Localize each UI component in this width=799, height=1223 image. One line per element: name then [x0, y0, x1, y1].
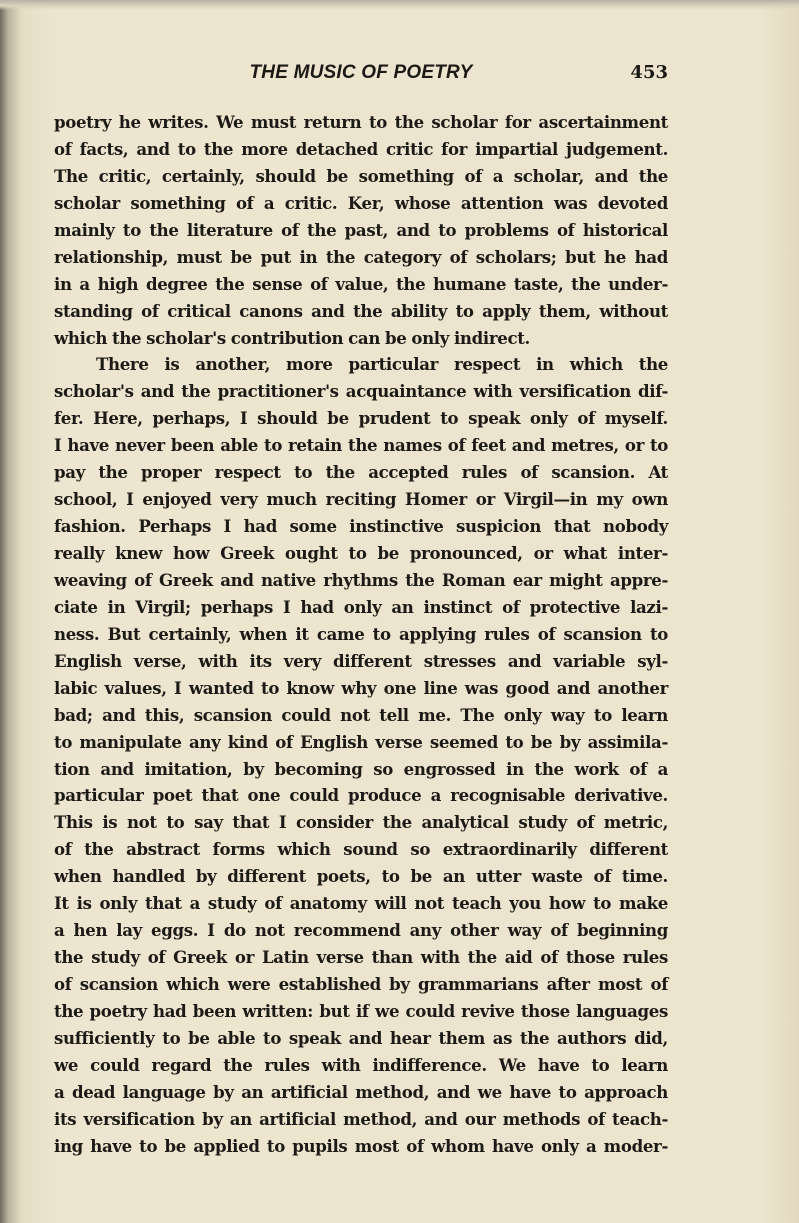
- text-line: fer. Here, perhaps, I should be prudent to speak only of myself.: [54, 408, 668, 429]
- text-line: weaving of Greek and native rhythms the Roman ear might appre-: [54, 569, 668, 590]
- text-line: in a high degree the sense of value, the humane taste, the under-: [54, 273, 668, 294]
- text-line: It is only that a study of anatomy will not teach you how to make: [54, 893, 668, 914]
- paragraph-start-line: There is another, more particular respect in which the: [96, 354, 668, 375]
- text-line: standing of critical canons and the ability to apply them, without: [54, 300, 668, 321]
- text-line: I have never been able to retain the names of feet and metres, or to: [54, 435, 668, 456]
- text-line: pay the proper respect to the accepted rules of scansion. At: [54, 462, 668, 483]
- text-line: scholar's and the practitioner's acquaintance with versification dif-: [54, 381, 668, 402]
- text-line: particular poet that one could produce a recognisable derivative.: [54, 785, 668, 806]
- text-line: bad; and this, scansion could not tell me. The only way to learn: [54, 704, 668, 725]
- text-line: of the abstract forms which sound so extraordinarily different: [54, 839, 668, 860]
- text-line: a hen lay eggs. I do not recommend any other way of beginning: [54, 920, 668, 941]
- text-line: the poetry had been written: but if we could revive those languages: [54, 1000, 668, 1021]
- paragraph-end-line: which the scholar's contribution can be only indirect.: [54, 327, 530, 348]
- text-line: poetry he writes. We must return to the scholar for ascertainment: [54, 112, 668, 132]
- text-line: ciate in Virgil; perhaps I had only an instinct of protective lazi-: [54, 596, 668, 617]
- text-line: really knew how Greek ought to be pronounced, or what inter-: [54, 543, 668, 563]
- text-line: English verse, with its very different stresses and variable syl-: [54, 650, 668, 671]
- text-line: the study of Greek or Latin verse than with the aid of those rules: [54, 947, 668, 968]
- text-line: we could regard the rules with indifference. We have to learn: [54, 1054, 668, 1075]
- text-line: relationship, must be put in the category of scholars; but he had: [54, 246, 668, 267]
- text-line: This is not to say that I consider the analytical study of metric,: [54, 812, 668, 833]
- text-line: The critic, certainly, should be something of a scholar, and the: [54, 165, 668, 186]
- text-line: its versification by an artificial method, and our methods of teach-: [54, 1108, 668, 1129]
- text-line: to manipulate any kind of English verse seemed to be by assimila-: [54, 731, 668, 752]
- text-line: ing have to be applied to pupils most of whom have only a moder-: [54, 1135, 668, 1156]
- text-line: of scansion which were established by grammarians after most of: [54, 974, 668, 994]
- text-line: school, I enjoyed very much reciting Homer or Virgil—in my own: [54, 489, 668, 510]
- text-line: mainly to the literature of the past, and to problems of historical: [54, 219, 668, 240]
- text-line: ness. But certainly, when it came to applying rules of scansion to: [54, 623, 668, 644]
- text-line: fashion. Perhaps I had some instinctive suspicion that nobody: [54, 516, 668, 537]
- page-header: [54, 60, 668, 90]
- text-line: scholar something of a critic. Ker, whose attention was devoted: [54, 192, 668, 213]
- text-line: sufficiently to be able to speak and hear them as the authors did,: [54, 1027, 668, 1048]
- text-line: when handled by different poets, to be an utter waste of time.: [54, 866, 668, 887]
- text-line: a dead language by an artificial method, and we have to approach: [54, 1081, 668, 1102]
- text-line: tion and imitation, by becoming so engrossed in the work of a: [54, 758, 668, 779]
- page-number: 453: [630, 62, 668, 83]
- text-line: labic values, I wanted to know why one line was good and another: [54, 677, 668, 698]
- body-text: [54, 109, 668, 1160]
- text-line: of facts, and to the more detached critic for impartial judgement.: [54, 138, 668, 159]
- page-top-edge: [0, 0, 799, 10]
- running-title: THE MUSIC OF POETRY: [249, 62, 473, 83]
